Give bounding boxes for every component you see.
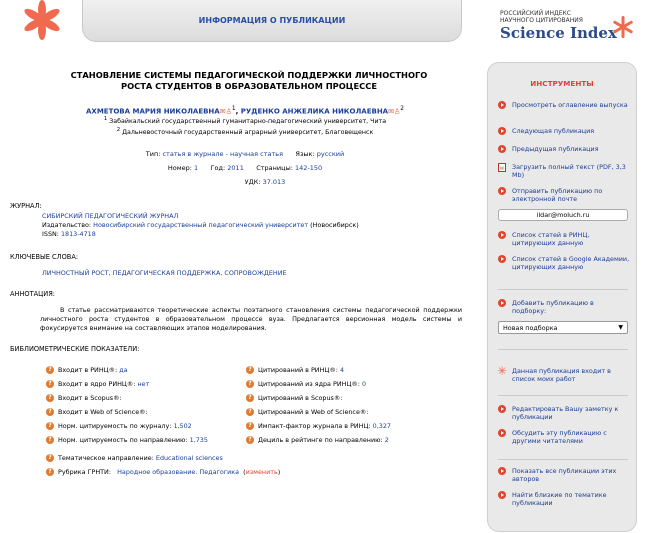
author-link-1[interactable]: АХМЕТОВА МАРИЯ НИКОЛАЕВНА [86,107,220,116]
arrow-right-icon [498,187,506,195]
thematic-label: Тематическое направление: [58,453,154,462]
asterisk-icon: ✳ [497,364,508,378]
help-icon[interactable]: ? [246,408,254,416]
affil2-num: 2 [116,127,121,134]
brand-line1: РОССИЙСКИЙ ИНДЕКС [500,10,571,17]
pages-value: 142-150 [294,163,323,172]
arrow-right-icon [498,405,506,413]
help-icon[interactable]: ? [46,422,54,430]
divider [498,395,628,396]
title-line1: СТАНОВЛЕНИЕ СИСТЕМЫ ПЕДАГОГИЧЕСКОЙ ПОДДЕРЖКИ ЛИЧНОСТНОГО [70,70,428,80]
affiliation-1 [10,115,480,126]
sidebar-item-next[interactable] [498,127,630,135]
sidebar-item-label: Редактировать Вашу заметку к публикации [512,405,619,421]
header-bar [0,0,470,42]
rubric-change-link[interactable]: изменить [245,467,278,476]
elibrary-logo[interactable] [12,0,72,42]
metrics-label: БИБЛИОМЕТРИЧЕСКИЕ ПОКАЗАТЕЛИ: [10,344,140,353]
arrow-right-icon [498,255,506,263]
sidebar-item-label: Показать все публикации этих авторов [512,467,617,483]
divider [498,459,628,460]
number-row [10,162,480,174]
help-icon[interactable]: ? [246,366,254,374]
publisher-label: Издательство: [42,220,92,229]
metric-value: 0 [362,379,367,388]
arrow-right-icon [498,491,506,499]
brand-name: Science Index [500,24,617,42]
issn-label: ISSN: [42,229,59,238]
metric-item [246,391,391,405]
help-icon[interactable]: ? [46,468,54,476]
metric-item [246,419,391,433]
publication-main [10,70,480,479]
help-icon[interactable]: ? [246,380,254,388]
person-icon[interactable]: ♙ [393,107,401,116]
help-icon[interactable]: ? [46,366,54,374]
metric-label: Цитирований в Web of Science®: [258,407,369,416]
arrow-right-icon [498,127,506,135]
metric-label: Цитирований из ядра РИНЦ®: [258,379,360,388]
affil1-num: 1 [103,116,108,123]
author1-sup: 1 [231,106,236,112]
number-value[interactable]: 1 [194,163,199,172]
metric-value: 1,502 [173,421,192,430]
sidebar-item-rinc-citing[interactable] [498,231,630,247]
sidebar-item-similar[interactable] [498,491,630,507]
sidebar-item-label: Добавить публикацию в подборку: [512,299,594,315]
metrics-grid [46,363,480,449]
arrow-right-icon [498,145,506,153]
sidebar-item-discuss[interactable] [498,429,630,445]
metric-item [46,363,208,377]
metric-label: Дециль в рейтинге по направлению: [258,435,383,444]
title-line2: РОСТА СТУДЕНТОВ В ОБРАЗОВАТЕЛЬНОМ ПРОЦЕССЕ [120,81,378,91]
metric-label: Цитирований в Scopus®: [258,393,343,402]
journal-info [42,212,480,239]
science-index-brand[interactable] [500,10,640,50]
arrow-right-icon [498,101,506,109]
metric-value: нет [137,379,150,388]
thematic-row [46,451,480,465]
author-link-2[interactable]: РУДЕНКО АНЖЕЛИКА НИКОЛАЕВНА [240,107,389,116]
publisher-city: (Новосибирск) [310,220,359,229]
help-icon[interactable]: ? [246,436,254,444]
person-icon[interactable]: ♙ [225,107,232,116]
sidebar-item-label: Обсудить эту публикацию с другими читателями [512,429,607,445]
metric-value: да [119,365,128,374]
sidebar-item-label: Просмотреть оглавление выпуска [512,101,628,109]
rubric-value: Народное образование. Педагогика [117,467,240,476]
sidebar-item-prev[interactable] [498,145,630,153]
metric-value: 0,327 [372,421,391,430]
chevron-down-icon: ▼ [618,324,623,331]
rubric-label: Рубрика ГРНТИ: [58,467,111,476]
arrow-right-icon [498,467,506,475]
year-value: 2011 [227,163,244,172]
sidebar-item-add-collection[interactable] [498,299,630,315]
udk-value: 37.013 [262,177,286,186]
author2-sup: 2 [400,106,404,112]
sidebar-item-label: Предыдущая публикация [512,145,599,153]
sidebar-item-label: Отправить публикацию по электронной почте [512,187,603,203]
metric-value: 1,735 [189,435,208,444]
type-value: статья в журнале - научная статья [162,149,284,158]
mail-icon[interactable]: ✉ [388,107,394,116]
keywords-links[interactable]: ЛИЧНОСТНЫЙ РОСТ, ПЕДАГОГИЧЕСКАЯ ПОДДЕРЖКА, СОПРОВОЖДЕНИЕ [42,268,287,277]
metric-value: 2 [384,435,389,444]
sidebar-item-download-pdf[interactable] [498,163,630,179]
type-row [10,148,480,160]
metric-label: Входит в Web of Science®: [58,407,148,416]
publisher-link[interactable]: Новосибирский государственный педагогический университет [93,220,309,229]
header-title [82,0,462,42]
abstract-text: В статье рассматриваются теоретические аспекты поэтапного становления системы педагогической поддержки личностного роста студентов в образовательном процессе вуза. Предлагается версионная модель системы и фокусируется внимание на составляющих этапов моделирования. [40,305,462,332]
divider [498,349,628,350]
metric-item [46,391,208,405]
sidebar-item-label: Загрузить полный текст (PDF, 3,3 Mb) [512,163,626,179]
sidebar-item-label: Список статей в Google Академии, цитирующих данную [512,255,630,271]
issn-value: 1813-4718 [60,229,96,238]
metric-item [246,363,391,377]
header-title-text: ИНФОРМАЦИЯ О ПУБЛИКАЦИИ [198,16,346,25]
divider [498,289,628,290]
thematic-value: Educational sciences [155,453,223,462]
asterisk-logo-icon [12,0,72,42]
lang-label: Язык: [295,149,315,158]
journal-label: ЖУРНАЛ: [10,201,42,210]
metric-item [46,405,208,419]
keywords-label: КЛЮЧЕВЫЕ СЛОВА: [10,252,79,261]
tools-sidebar [487,62,637,532]
help-icon[interactable]: ? [246,422,254,430]
metric-label: Входит в Scopus®: [58,393,122,402]
metric-item [46,433,208,447]
lang-value: русский [316,149,345,158]
affil1-text: Забайкальский государственный гуманитарно-педагогический университет, Чита [109,118,387,126]
affiliation-2 [10,126,480,137]
metric-label: Цитирований в РИНЦ®: [258,365,338,374]
sidebar-title: ИНСТРУМЕНТЫ [530,79,594,88]
udk-label: УДК: [244,177,261,186]
authors: АХМЕТОВА МАРИЯ НИКОЛАЕВНА✉♙$^1$, РУДЕНКО АНЖЕЛИКА НИКОЛАЕВНА✉♙$^2$ [86,106,404,116]
sidebar-item-my-works[interactable] [497,364,630,383]
help-icon[interactable]: ? [46,394,54,402]
asterisk-brand-icon [612,16,634,38]
metrics-right [246,363,391,447]
number-label: Номер: [167,163,192,172]
rubric-row: ? Рубрика ГРНТИ: Народное образование. Педагогика (изменить) [46,465,480,479]
metric-item [246,433,391,447]
arrow-right-icon [498,429,506,437]
mail-icon[interactable]: ✉ [219,107,226,116]
metric-label: Норм. цитируемость по направлению: [58,435,188,444]
metric-label: Импакт-фактор журнала в РИНЦ: [258,421,371,430]
pdf-icon: ▤ [498,163,506,172]
sidebar-item-edit-note[interactable] [498,405,630,421]
abstract-label: АННОТАЦИЯ: [10,289,56,298]
metric-label: Входит в РИНЦ®: [58,365,118,374]
sidebar-item-label: Следующая публикация [512,127,595,135]
arrow-right-icon [498,299,506,307]
sidebar-item-label: Список статей в РИНЦ, цитирующих данную [512,231,590,247]
metric-label: Входит в ядро РИНЦ®: [58,379,136,388]
metric-item [46,419,208,433]
metric-item [46,377,208,391]
journal-link[interactable]: СИБИРСКИЙ ПЕДАГОГИЧЕСКИЙ ЖУРНАЛ [42,211,179,220]
help-icon[interactable]: ? [46,436,54,444]
year-label: Год: [210,163,226,172]
metric-label: Норм. цитируемость по журналу: [58,421,172,430]
metric-item [246,377,391,391]
help-icon[interactable]: ? [246,394,254,402]
sidebar-item-label: Найти близкие по тематике публикации [512,491,607,507]
type-label: Тип: [145,149,161,158]
arrow-right-icon [498,231,506,239]
help-icon[interactable]: ? [46,408,54,416]
metric-item [246,405,391,419]
collection-select-value: Новая подборка [503,324,558,332]
keywords-list [42,269,480,278]
email-input[interactable]: ildar@moluch.ru [498,209,628,221]
affil2-text: Дальневосточный государственный аграрный университет, Благовещенск [122,129,374,137]
udk-row [10,176,480,188]
sidebar-item-google-citing[interactable] [498,255,630,271]
collection-select[interactable] [498,321,628,334]
sidebar-item-author-pubs[interactable] [498,467,630,483]
help-icon[interactable]: ? [46,380,54,388]
help-icon[interactable]: ? [46,454,54,462]
pages-label: Страницы: [256,163,293,172]
brand-line2: НАУЧНОГО ЦИТИРОВАНИЯ [500,17,583,24]
publication-title [28,70,470,92]
metrics-left [46,363,208,447]
sidebar-item-label: Данная публикация входит в список моих работ [512,367,611,383]
thematic-block [46,451,480,479]
sidebar-item-email[interactable] [498,187,630,203]
sidebar-item-toc[interactable] [498,101,630,109]
metric-value[interactable]: 4 [339,365,345,374]
